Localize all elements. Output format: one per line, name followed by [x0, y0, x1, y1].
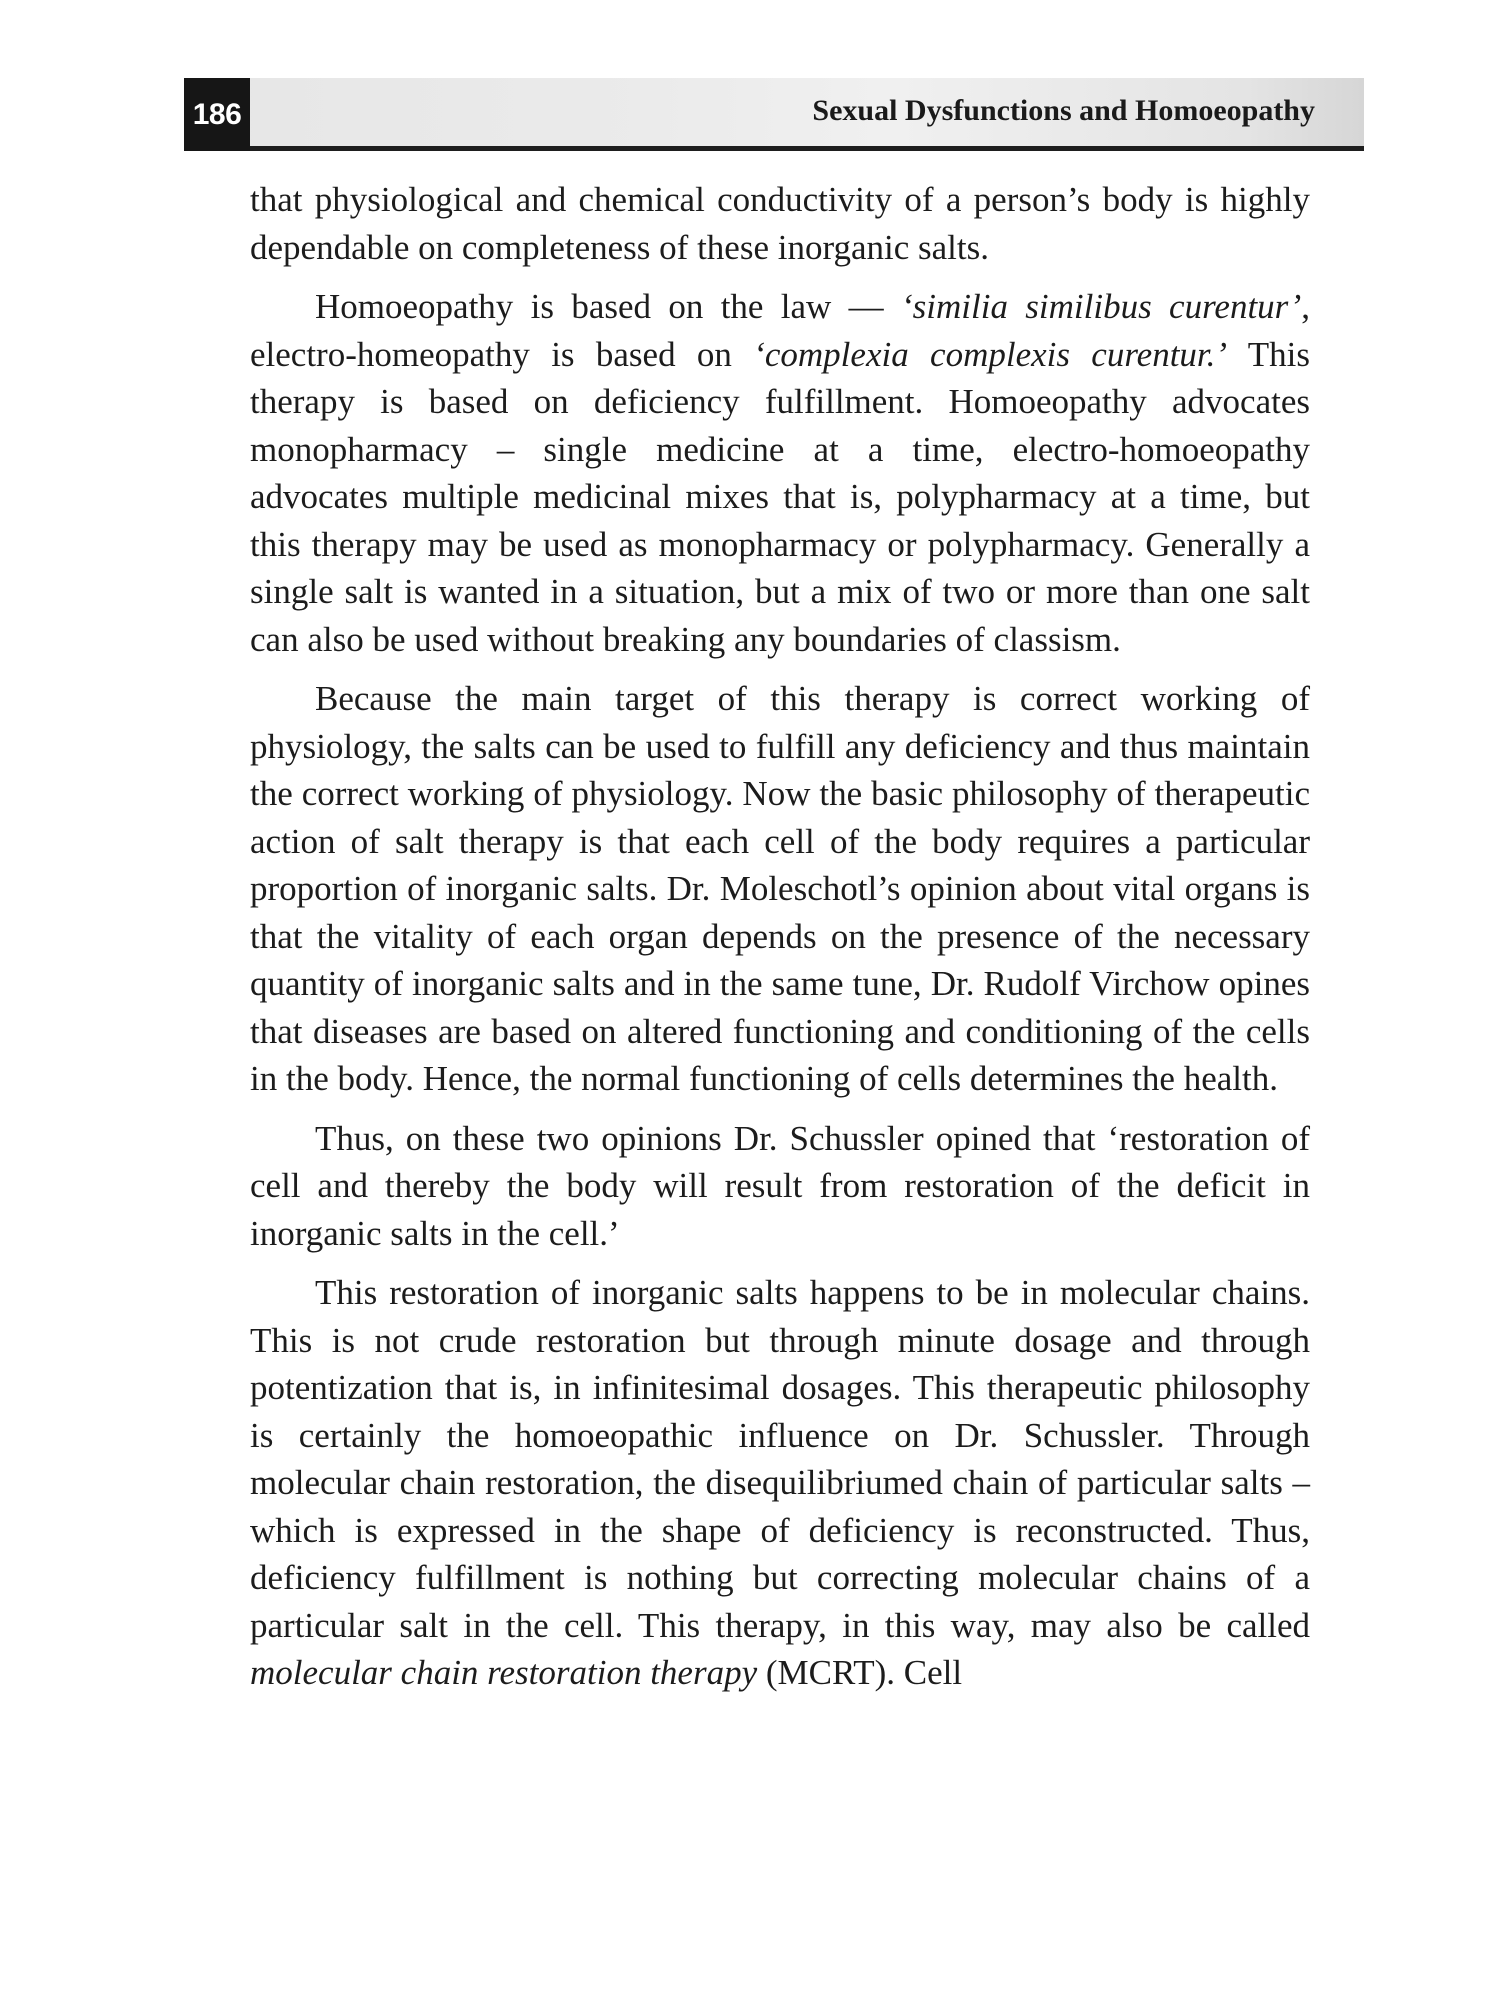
paragraph-2 [250, 283, 1310, 663]
paragraph-5 [250, 1269, 1310, 1697]
header-rule [184, 146, 1364, 151]
running-title: Sexual Dysfunctions and Homoeopathy [812, 94, 1315, 127]
latin-phrase-similia: ‘similia similibus curentur’ [901, 287, 1302, 326]
paragraph-5-part-a: This restoration of inorganic salts happens to be in molecular chains. This is not crude restoration but through minute dosage and through potentization that is, in infinitesimal dosages. This therapeutic philosophy is certainly the homoeopathic influence on Dr. Schussler. Through molecular chain restoration, the disequilibriumed chain of particular salts – which is expressed in the shape of deficiency is reconstructed. Thus, deficiency fulfillment is nothing but correcting molecular chains of a particular salt in the cell. This therapy, in this way, may also be called [250, 1273, 1310, 1645]
paragraph-4: Thus, on these two opinions Dr. Schussler opined that ‘restoration of cell and thereby the body will result from restoration of the deficit in inorganic salts in the cell.’ [250, 1118, 1310, 1253]
latin-phrase-complexia: ‘complexia complexis curentur.’ [753, 334, 1228, 374]
mcrt-term: molecular chain restoration therapy [250, 1653, 758, 1692]
paragraph-3: Because the main target of this therapy is correct working of physiology, the salts can be used to fulfill any deficiency and thus maintain the correct working of physiology. Now the basic philosophy of therapeutic action of salt therapy is that each cell of the body requires a particular proportion of inorganic salts. Dr. Moleschotl’s opinion about vital organs is that the vitality of each organ depends on the presence of the necessary quantity of inorganic salts and in the same tune, Dr. Rudolf Virchow opines that diseases are based on altered functioning and conditioning of the cells in the body. Hence, the normal functioning of cells determines the health. [250, 679, 1310, 1098]
paragraph-2-part-c: , electro-homeopathy is based on [250, 287, 1310, 374]
paragraph-2-part-e: This therapy is based on deficiency fulfillment. Homoeopathy advocates monopharmacy – single medicine at a time, electro-homoeopathy advocates multiple medicinal mixes that is, polypharmacy at a time, but this therapy may be used as monopharmacy or polypharmacy. Generally a single salt is wanted in a situation, but a mix of two or more than one salt can also be used without breaking any boundaries of classism. [250, 334, 1310, 659]
paragraph-5-part-c: (MCRT). Cell [757, 1653, 963, 1692]
body-text [250, 176, 1310, 1709]
paragraph-2-part-a: Homoeopathy is based on the law — [315, 287, 902, 326]
page-number: 186 [184, 78, 250, 151]
paragraph-1: that physiological and chemical conductivity of a person’s body is highly dependable on completeness of these inorganic salts. [250, 180, 1310, 267]
